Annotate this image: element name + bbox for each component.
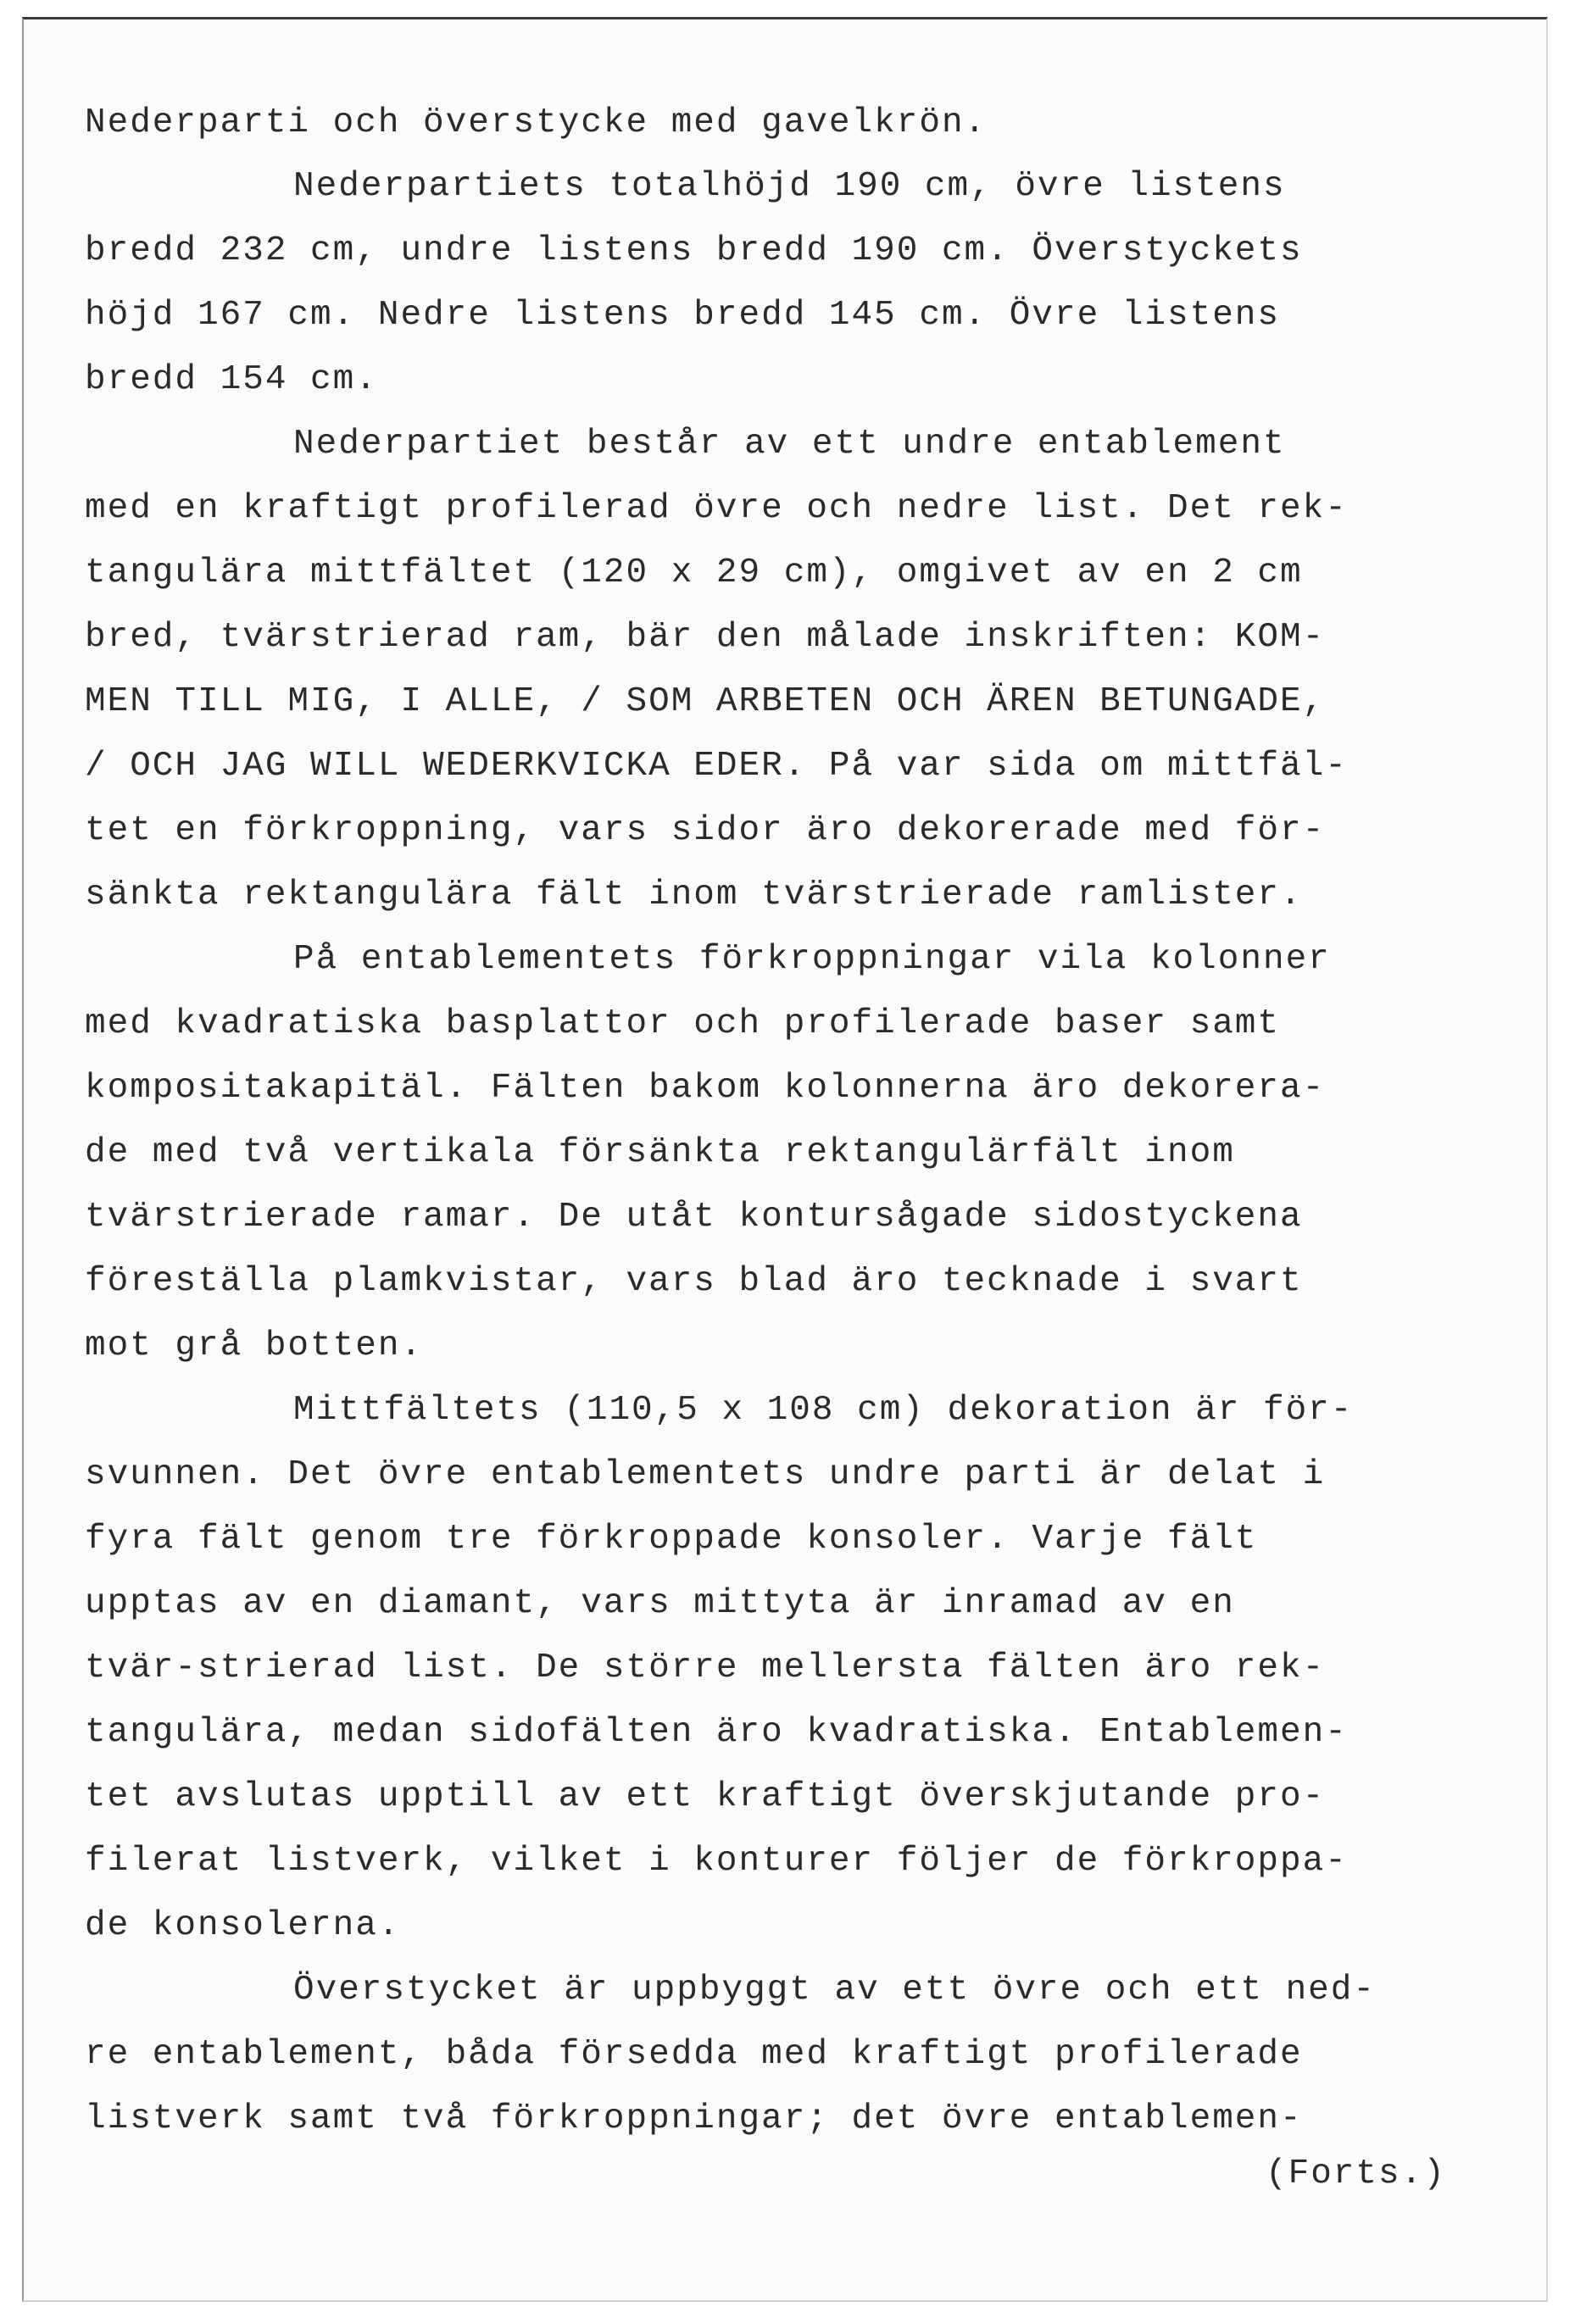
text-line: tvärstrierade ramar. De utåt kontursågade sidostyckena [85,1198,1303,1237]
text-line: tet en förkroppning, vars sidor äro dekorerade med för- [85,811,1326,850]
text-line: bred, tvärstrierad ram, bär den målade inskriften: KOM- [85,618,1326,657]
text-line: tangulära mittfältet (120 x 29 cm), omgivet av en 2 cm [85,553,1303,592]
text-line: Nederpartiets totalhöjd 190 cm, övre listens [293,167,1286,206]
text-line: sänkta rektangulära fält inom tvärstrierade ramlister. [85,876,1303,915]
text-line: Överstycket är uppbyggt av ett övre och ett ned- [293,1971,1376,2010]
text-line: bredd 232 cm, undre listens bredd 190 cm. Överstyckets [85,231,1303,270]
text-line: Mittfältets (110,5 x 108 cm) dekoration är för- [293,1391,1354,1430]
text-line: svunnen. Det övre entablementets undre parti är delat i [85,1455,1326,1494]
continuation-note: (Forts.) [1266,2154,1446,2193]
text-line: re entablement, båda försedda med kraftigt profilerade [85,2035,1303,2074]
text-line: På entablementets förkroppningar vila kolonner [293,940,1331,979]
text-line: tangulära, medan sidofälten äro kvadratiska. Entablemen- [85,1713,1348,1752]
text-line: upptas av en diamant, vars mittyta är inramad av en [85,1584,1235,1623]
text-line: höjd 167 cm. Nedre listens bredd 145 cm. Övre listens [85,296,1281,335]
text-line: Nederparti och överstycke med gavelkrön. [85,103,988,142]
text-line: de konsolerna. [85,1906,401,1945]
text-line: tet avslutas upptill av ett kraftigt överskjutande pro- [85,1777,1326,1816]
text-line: föreställa plamkvistar, vars blad äro tecknade i svart [85,1262,1303,1301]
text-line: listverk samt två förkroppningar; det övre entablemen- [85,2099,1303,2138]
text-line: Nederpartiet består av ett undre entablement [293,425,1286,464]
text-line: med en kraftigt profilerad övre och nedre list. Det rek- [85,489,1348,528]
text-line: med kvadratiska basplattor och profilerade baser samt [85,1004,1281,1043]
text-line: fyra fält genom tre förkroppade konsoler. Varje fält [85,1520,1258,1559]
typewritten-card [22,17,1548,2302]
text-line: tvär-strierad list. De större mellersta fälten äro rek- [85,1648,1326,1687]
text-line: mot grå botten. [85,1326,424,1365]
text-line: MEN TILL MIG, I ALLE, / SOM ARBETEN OCH ÄREN BETUNGADE, [85,682,1326,721]
text-line: / OCH JAG WILL WEDERKVICKA EDER. På var sida om mittfäl- [85,747,1348,786]
text-line: kompositakapitäl. Fälten bakom kolonnerna äro dekorera- [85,1069,1326,1108]
text-line: bredd 154 cm. [85,360,378,399]
text-line: de med två vertikala försänkta rektangulärfält inom [85,1133,1235,1172]
text-line: filerat listverk, vilket i konturer följer de förkroppa- [85,1842,1348,1881]
